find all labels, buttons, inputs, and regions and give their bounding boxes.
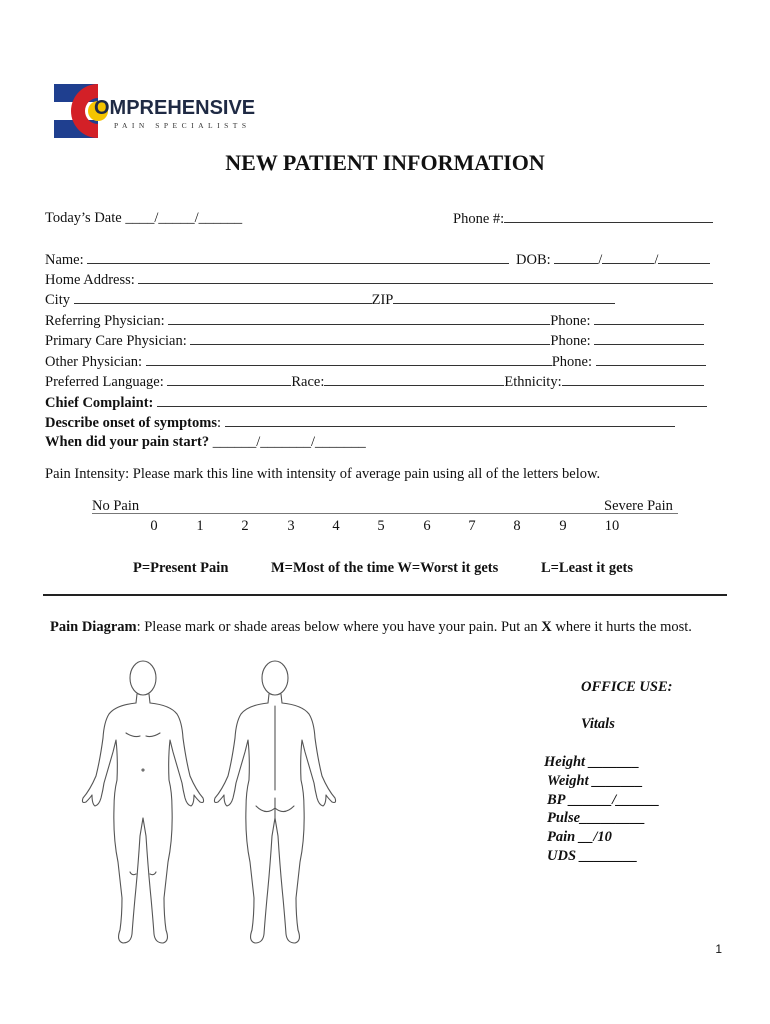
referring-physician-field[interactable]: [45, 312, 704, 330]
scale-7: 7: [468, 518, 476, 534]
office-use-vitals: Vitals: [581, 716, 615, 732]
legend-least: L=Least it gets: [541, 560, 634, 576]
section-divider: [43, 594, 727, 596]
pain-start-label: When did your pain start?: [45, 434, 210, 450]
body-back-diagram[interactable]: [208, 658, 343, 958]
scale-6: 6: [423, 518, 431, 534]
vitals-weight: [547, 773, 643, 790]
vitals-pulse: [547, 810, 645, 827]
scale-0: 0: [150, 518, 158, 534]
primary-care-phone-label: Phone:: [550, 333, 591, 349]
company-logo: [54, 84, 264, 138]
bp-label: BP: [547, 792, 565, 808]
page-title: NEW PATIENT INFORMATION: [225, 150, 545, 175]
scale-9: 9: [559, 518, 567, 534]
body-front-diagram[interactable]: [76, 658, 211, 958]
pain-diagram-instruction: [50, 619, 692, 636]
pain-diagram-x: X: [541, 619, 552, 635]
height-blank: _______: [588, 754, 640, 770]
scale-8: 8: [513, 518, 521, 534]
phone-label: Phone #:: [453, 211, 505, 227]
severe-pain-label: Severe Pain: [604, 498, 673, 514]
office-use-heading: OFFICE USE:: [581, 679, 673, 695]
weight-label: Weight: [547, 773, 589, 789]
demographics-field[interactable]: [45, 373, 704, 391]
preferred-language-label: Preferred Language:: [45, 374, 164, 390]
scale-2: 2: [241, 518, 249, 534]
other-physician-field[interactable]: [45, 353, 706, 371]
uds-label: UDS: [547, 848, 577, 864]
pain-blank: __/10: [578, 829, 612, 845]
name-label: Name:: [45, 252, 84, 268]
dob-field[interactable]: DOB: / /: [516, 251, 710, 269]
pain-diagram-text-a: : Please mark or shade areas below where you have your pain. Put an: [136, 619, 542, 635]
home-address-field[interactable]: [45, 271, 713, 289]
no-pain-label: No Pain: [92, 498, 140, 514]
scale-3: 3: [287, 518, 295, 534]
pain-label: Pain: [547, 829, 576, 845]
zip-label: ZIP: [371, 292, 394, 308]
pain-diagram-label: Pain Diagram: [50, 619, 137, 635]
chief-complaint-label: Chief Complaint:: [45, 395, 154, 411]
legend-present: P=Present Pain: [133, 560, 229, 576]
other-physician-phone-label: Phone:: [551, 354, 592, 370]
vitals-height: [544, 754, 639, 771]
onset-field[interactable]: Describe onset of symptoms:: [45, 414, 675, 432]
logo-name: OMPREHENSIVE: [94, 97, 256, 119]
referring-physician-label: Referring Physician:: [45, 313, 165, 329]
legend-most-worst: M=Most of the time W=Worst it gets: [271, 560, 499, 576]
onset-label: Describe onset of symptoms: [45, 415, 217, 431]
pulse-blank: _________: [580, 810, 646, 826]
scale-1: 1: [196, 518, 204, 534]
pain-start-field[interactable]: [45, 434, 366, 451]
pain-diagram-text-b: where it hurts the most.: [551, 619, 692, 635]
primary-care-label: Primary Care Physician:: [45, 333, 187, 349]
name-field[interactable]: [45, 251, 509, 269]
pulse-label: Pulse: [547, 810, 581, 826]
city-label: City: [45, 292, 70, 308]
pain-intensity-instruction: Pain Intensity: Please mark this line with intensity of average pain using all of the letters below.: [45, 466, 601, 482]
height-label: Height: [544, 754, 586, 770]
todays-date-blanks: ____/_____/______: [125, 210, 243, 226]
chief-complaint-field[interactable]: [45, 394, 707, 412]
todays-date-field[interactable]: [45, 210, 242, 227]
phone-field[interactable]: [453, 210, 713, 228]
scale-10: 10: [604, 518, 620, 534]
ethnicity-label: Ethnicity:: [504, 374, 562, 390]
referring-phone-label: Phone:: [550, 313, 591, 329]
pain-intensity-line[interactable]: [92, 513, 678, 514]
scale-5: 5: [377, 518, 385, 534]
page-number: 1: [715, 942, 722, 956]
logo-tagline: PAIN SPECIALISTS: [114, 121, 251, 130]
todays-date-label: Today’s Date: [45, 210, 122, 226]
scale-4: 4: [332, 518, 340, 534]
city-field[interactable]: [45, 291, 615, 309]
vitals-pain: [547, 829, 612, 846]
race-label: Race:: [291, 374, 325, 390]
weight-blank: _______: [592, 773, 643, 789]
dob-label: DOB:: [516, 252, 551, 268]
vitals-bp: [547, 792, 660, 809]
uds-blank: ________: [579, 848, 638, 864]
bp-blank: ______/______: [568, 792, 660, 808]
primary-care-physician-field[interactable]: [45, 332, 704, 350]
other-physician-label: Other Physician:: [45, 354, 143, 370]
vitals-uds: [547, 848, 638, 865]
pain-start-blanks: ______/_______/_______: [212, 434, 366, 450]
home-address-label: Home Address:: [45, 272, 135, 288]
